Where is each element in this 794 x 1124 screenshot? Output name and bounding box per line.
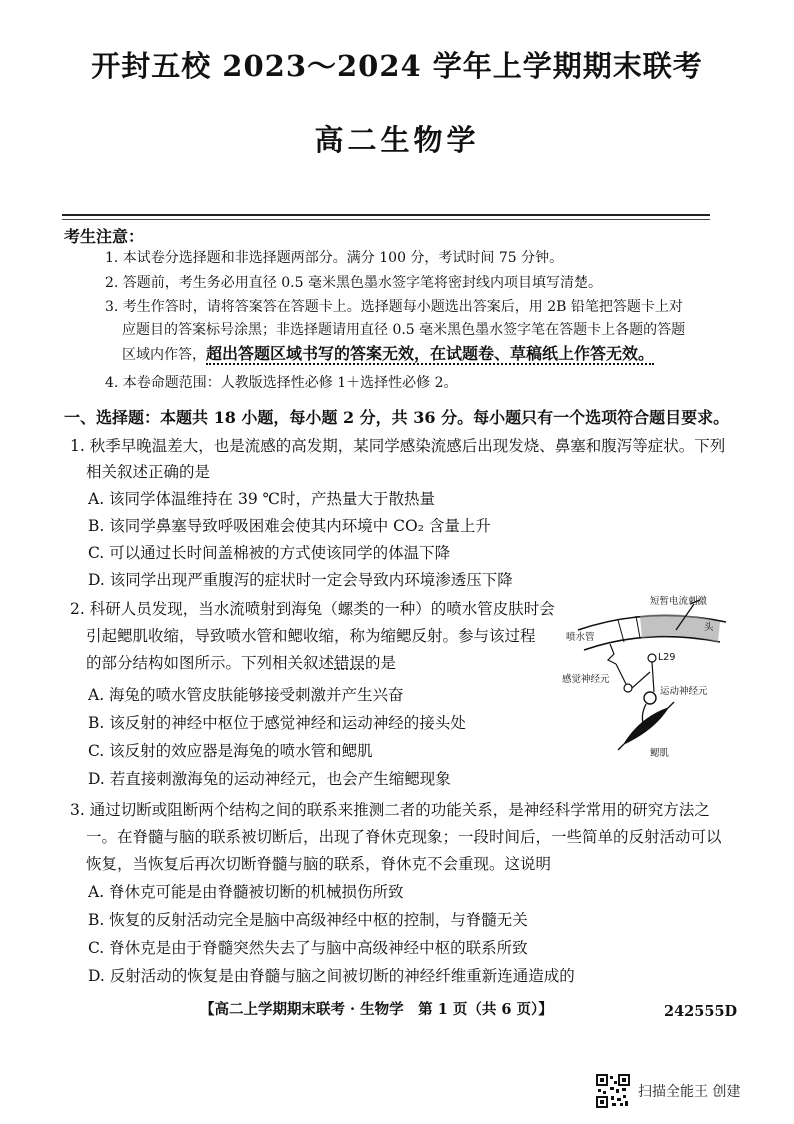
notice-item-2: 2. 答题前，考生务必用直径 0.5 毫米黑色墨水签字笔将密封线内项目填写清楚。 — [105, 275, 602, 291]
q2-option-c: C. 该反射的效应器是海兔的喷水管和鳃肌 — [88, 742, 373, 760]
q1-stem-line2: 相关叙述正确的是 — [86, 463, 211, 481]
paper-code: 242555D — [664, 1003, 738, 1020]
sensory-receptor — [608, 644, 616, 664]
q2-option-b: B. 该反射的神经中枢位于感觉神经和运动神经的接头处 — [88, 714, 466, 732]
q2-stem-line3 — [86, 651, 396, 673]
label-l29: L29 — [658, 652, 676, 663]
exam-subject: 高二生物学 — [314, 123, 480, 157]
q3-option-a: A. 脊休克可能是由脊髓被切断的机械损伤所致 — [88, 883, 404, 901]
gill-tendon-left — [618, 744, 624, 750]
q3-option-d: D. 反射活动的恢复是由脊髓与脑之间被切断的神经纤维重新连通造成的 — [88, 967, 575, 985]
q1-option-a: A. 该同学体温维持在 39 ℃时，产热量大于散热量 — [88, 490, 435, 508]
q1-stem-line1: 1. 秋季早晚温差大，也是流感的高发期，某同学感染流感后出现发烧、鼻塞和腹泻等症状。下列 — [70, 437, 726, 455]
label-gill: 鳃肌 — [650, 748, 670, 759]
notice-item-1: 1. 本试卷分选择题和非选择题两部分。满分 100 分，考试时间 75 分钟。 — [105, 250, 564, 266]
page-footer: 【高二上学期期末联考 · 生物学 第 1 页（共 6 页）】 — [200, 1001, 553, 1018]
q1-option-b: B. 该同学鼻塞导致呼吸困难会使其内环境中 CO₂ 含量上升 — [88, 517, 491, 535]
gill-tendon-right — [668, 702, 674, 708]
notice-title: 考生注意： — [64, 227, 145, 246]
q2-stem-line3c: 的是 — [365, 654, 397, 672]
l29-neuron — [648, 654, 656, 662]
motor-neuron-body — [644, 692, 656, 704]
q3-stem-line1: 3. 通过切断或阻断两个结构之间的联系来推测二者的功能关系，是神经科学常用的研究方法之 — [70, 801, 710, 819]
q3-option-b: B. 恢复的反射活动完全是脑中高级神经中枢的控制，与脊髓无关 — [88, 911, 528, 929]
label-head: 头 — [704, 622, 714, 633]
q1-option-c: C. 可以通过长时间盖棉被的方式使该同学的体温下降 — [88, 544, 451, 562]
q2-stem-line1: 2. 科研人员发现，当水流喷射到海兔（螺类的一种）的喷水管皮肤时会 — [70, 600, 555, 618]
siphon-inner-arc — [584, 637, 720, 650]
sensory-fiber — [632, 672, 650, 688]
scanner-watermark: 扫描全能王 创建 — [638, 1084, 741, 1100]
label-sensory: 感觉神经元 — [562, 674, 610, 685]
reflex-diagram — [558, 592, 738, 764]
q2-stem-line2: 引起鳃肌收缩，导致喷水管和鳃收缩，称为缩鳃反射。参与该过程 — [86, 627, 536, 645]
q2-option-a: A. 海兔的喷水管皮肤能够接受刺激并产生兴奋 — [88, 686, 404, 704]
label-stimulus: 短暂电流刺激 — [650, 596, 708, 607]
label-motor: 运动神经元 — [660, 686, 708, 697]
label-siphon: 喷水管 — [566, 632, 595, 643]
notice-item-4: 4. 本卷命题范围：人教版选择性必修 1＋选择性必修 2。 — [105, 375, 458, 391]
notice-item-3-cont: 应题目的答案标号涂黑；非选择题请用直径 0.5 毫米黑色墨水签字笔在答题卡上各题的答题 — [122, 322, 686, 338]
header-divider — [62, 214, 710, 216]
notice-item-3-tail: 区域内作答， — [122, 347, 206, 363]
notice-item-3: 3. 考生作答时，请将答案答在答题卡上。选择题每小题选出答案后，用 2B 铅笔把答题卡上对 — [105, 299, 683, 315]
sensory-neuron-body — [624, 684, 632, 692]
q3-stem-line3: 恢复，当恢复后再次切断脊髓与脑的联系，脊休克不会重现。这说明 — [86, 855, 552, 873]
q2-emphasis-wrong: 错误 — [334, 654, 366, 672]
gill-muscle — [624, 708, 668, 744]
q3-option-c: C. 脊休克是由于脊髓突然失去了与脑中高级神经中枢的联系所致 — [88, 939, 528, 957]
exam-title: 开封五校 2023～2024 学年上学期期末联考 — [91, 49, 703, 83]
notice-item-3-cont2 — [122, 341, 654, 364]
qr-code-icon — [596, 1074, 630, 1108]
section-heading: 一、选择题：本题共 18 小题，每小题 2 分，共 36 分。每小题只有一个选项符合题目要求。 — [64, 408, 730, 427]
sensory-axon — [616, 664, 626, 684]
q3-stem-line2: 一。在脊髓与脑的联系被切断后，出现了脊休克现象；一段时间后，一些简单的反射活动可以 — [86, 828, 722, 846]
header-divider-thin — [62, 219, 710, 220]
interneuron-fiber — [652, 662, 654, 692]
q1-option-d: D. 该同学出现严重腹泻的症状时一定会导致内环境渗透压下降 — [88, 571, 513, 589]
q2-stem-line3a: 的部分结构如图所示。下列相关叙述 — [86, 654, 335, 672]
q2-option-d: D. 若直接刺激海兔的运动神经元，也会产生缩鳃现象 — [88, 770, 451, 788]
notice-emphasis: 超出答题区域书写的答案无效，在试题卷、草稿纸上作答无效。 — [206, 344, 655, 363]
